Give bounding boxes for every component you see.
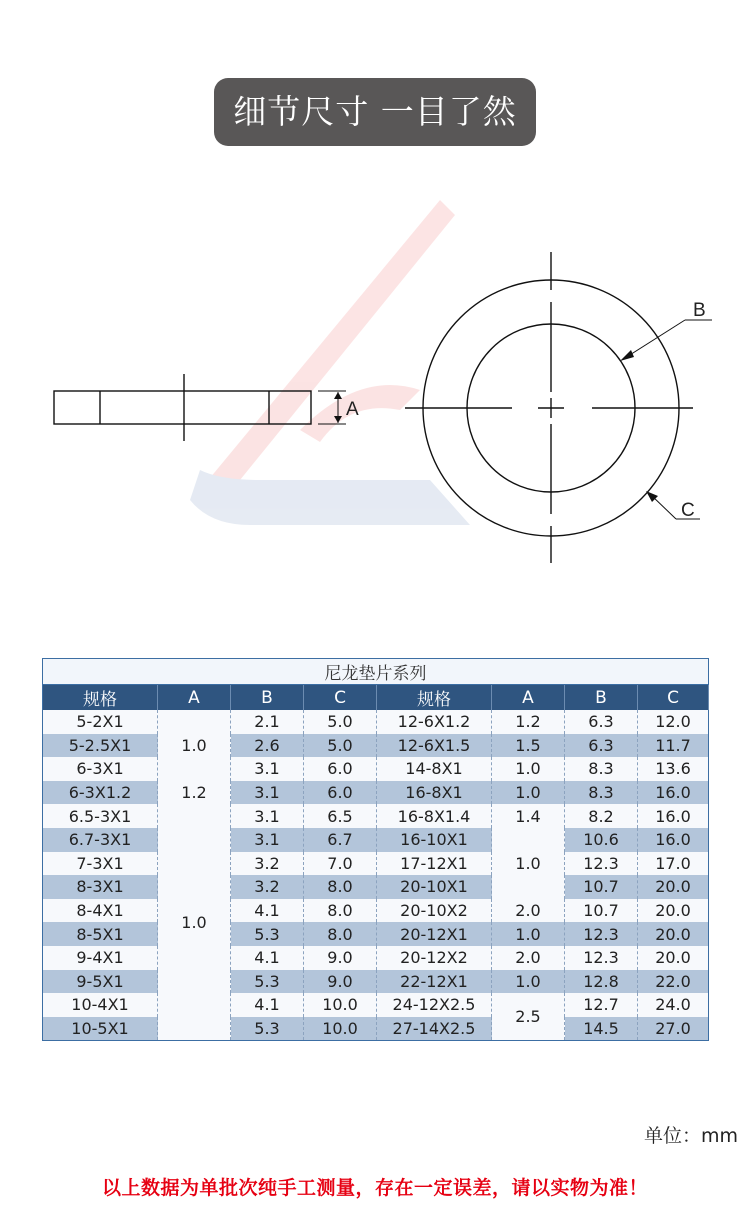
table-row [43,946,709,970]
b-cell: 3.1 [231,804,304,828]
c-cell: 27.0 [638,1017,709,1041]
c-cell: 6.0 [304,757,377,781]
a-cell: 1.0 [492,781,565,805]
b-cell: 10.7 [565,875,638,899]
spec-cell: 9-5X1 [43,970,158,994]
b-cell: 3.2 [231,875,304,899]
spec-cell: 14-8X1 [377,757,492,781]
c-cell: 8.0 [304,875,377,899]
spec-cell: 12-6X1.2 [377,710,492,734]
a-cell: 2.0 [492,946,565,970]
b-cell: 5.3 [231,922,304,946]
col-header: 规格 [43,685,158,711]
c-cell: 20.0 [638,899,709,923]
b-cell: 4.1 [231,899,304,923]
spec-cell: 10-4X1 [43,993,158,1017]
table-row [43,993,709,1017]
spec-cell: 17-12X1 [377,852,492,876]
col-header: B [231,685,304,711]
c-cell: 6.0 [304,781,377,805]
b-cell: 12.8 [565,970,638,994]
col-header: C [638,685,709,711]
table-row [43,781,709,805]
dimension-a-label: A [346,399,359,420]
table-row [43,710,709,734]
table-row [43,899,709,923]
table-row [43,1017,709,1041]
b-cell: 3.2 [231,852,304,876]
table-row [43,875,709,899]
spec-cell: 16-8X1.4 [377,804,492,828]
spec-cell: 8-4X1 [43,899,158,923]
page-title: 细节尺寸 一目了然 [214,78,536,146]
c-cell: 8.0 [304,899,377,923]
table-row [43,970,709,994]
spec-cell: 9-4X1 [43,946,158,970]
a-cell: 2.0 [492,899,565,923]
table-row [43,852,709,876]
table-row [43,734,709,758]
c-cell: 9.0 [304,970,377,994]
spec-cell: 5-2X1 [43,710,158,734]
col-header: 规格 [377,685,492,711]
spec-cell: 6-3X1 [43,757,158,781]
table-caption: 尼龙垫片系列 [43,659,709,685]
spec-cell: 6-3X1.2 [43,781,158,805]
a-cell: 1.0 [158,804,231,1040]
b-cell: 12.3 [565,852,638,876]
b-cell: 5.3 [231,970,304,994]
c-cell: 5.0 [304,710,377,734]
c-cell: 10.0 [304,993,377,1017]
c-cell: 13.6 [638,757,709,781]
spec-cell: 10-5X1 [43,1017,158,1041]
a-cell: 1.0 [492,757,565,781]
col-header: A [158,685,231,711]
b-cell: 10.7 [565,899,638,923]
spec-cell: 8-5X1 [43,922,158,946]
a-cell: 1.2 [158,781,231,805]
spec-cell: 24-12X2.5 [377,993,492,1017]
c-cell: 7.0 [304,852,377,876]
spec-cell: 27-14X2.5 [377,1017,492,1041]
a-cell: 1.0 [492,828,565,899]
b-cell: 4.1 [231,946,304,970]
spec-cell: 20-12X2 [377,946,492,970]
unit-label: 单位：mm [643,1125,738,1147]
col-header: A [492,685,565,711]
a-cell: 2.5 [492,993,565,1041]
c-cell: 20.0 [638,946,709,970]
c-cell: 22.0 [638,970,709,994]
c-cell: 16.0 [638,828,709,852]
spec-cell: 6.7-3X1 [43,828,158,852]
table-row [43,757,709,781]
b-cell: 3.1 [231,828,304,852]
c-cell: 5.0 [304,734,377,758]
b-cell: 3.1 [231,757,304,781]
spec-cell: 6.5-3X1 [43,804,158,828]
spec-cell: 22-12X1 [377,970,492,994]
c-cell: 11.7 [638,734,709,758]
b-cell: 8.2 [565,804,638,828]
b-cell: 4.1 [231,993,304,1017]
dimension-b-label: B [693,300,706,321]
b-cell: 3.1 [231,781,304,805]
table-row [43,922,709,946]
spec-cell: 16-10X1 [377,828,492,852]
a-cell: 1.4 [492,804,565,828]
spec-cell: 20-12X1 [377,922,492,946]
col-header: B [565,685,638,711]
spec-table [42,658,709,1041]
c-cell: 12.0 [638,710,709,734]
b-cell: 12.7 [565,993,638,1017]
spec-cell: 7-3X1 [43,852,158,876]
b-cell: 10.6 [565,828,638,852]
disclaimer-text: 以上数据为单批次纯手工测量，存在一定误差，请以实物为准！ [101,1177,648,1199]
spec-cell: 5-2.5X1 [43,734,158,758]
c-cell: 16.0 [638,781,709,805]
c-cell: 24.0 [638,993,709,1017]
b-cell: 2.1 [231,710,304,734]
washer-diagram [0,180,750,600]
spec-cell: 12-6X1.5 [377,734,492,758]
spec-cell: 20-10X2 [377,899,492,923]
watermark-logo [190,200,470,525]
b-cell: 6.3 [565,734,638,758]
col-header: C [304,685,377,711]
c-cell: 6.5 [304,804,377,828]
c-cell: 20.0 [638,922,709,946]
spec-cell: 16-8X1 [377,781,492,805]
b-cell: 8.3 [565,757,638,781]
c-cell: 10.0 [304,1017,377,1041]
c-cell: 9.0 [304,946,377,970]
a-cell: 1.0 [158,710,231,781]
c-cell: 17.0 [638,852,709,876]
b-cell: 8.3 [565,781,638,805]
spec-cell: 20-10X1 [377,875,492,899]
b-cell: 6.3 [565,710,638,734]
table-header-row [43,685,709,711]
b-cell: 2.6 [231,734,304,758]
c-cell: 16.0 [638,804,709,828]
a-cell: 1.0 [492,970,565,994]
dimension-c-label: C [681,500,695,521]
b-cell: 5.3 [231,1017,304,1041]
c-cell: 8.0 [304,922,377,946]
b-cell: 12.3 [565,922,638,946]
b-cell: 12.3 [565,946,638,970]
c-cell: 6.7 [304,828,377,852]
a-cell: 1.5 [492,734,565,758]
a-cell: 1.2 [492,710,565,734]
b-cell: 14.5 [565,1017,638,1041]
c-cell: 20.0 [638,875,709,899]
spec-cell: 8-3X1 [43,875,158,899]
table-row [43,828,709,852]
a-cell: 1.0 [492,922,565,946]
table-row [43,804,709,828]
